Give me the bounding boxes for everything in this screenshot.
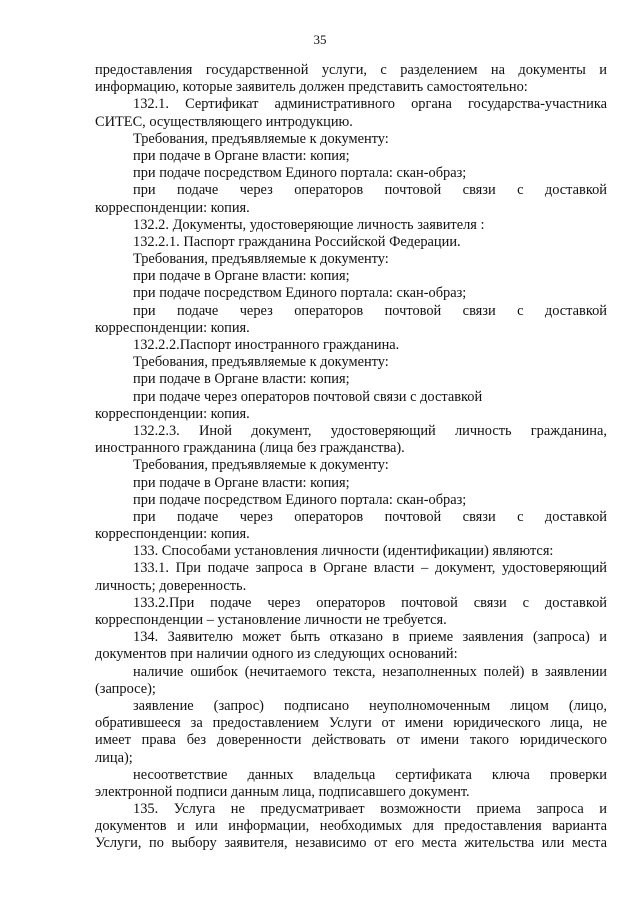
text-line: (запросе);	[95, 680, 156, 697]
text-line: Требования, предъявляемые к документу:	[133, 457, 389, 474]
text-line: предоставления государственной услуги, с разделением на документы и	[95, 62, 607, 78]
text-line: документов и или информации, необходимых для предоставления варианта	[95, 818, 607, 835]
text-line: СИТЕС, осуществляющего интродукцию.	[95, 113, 353, 130]
text-line: при подаче в Органе власти: копия;	[133, 268, 350, 285]
text-line: при подаче в Органе власти: копия;	[133, 474, 350, 491]
text-line: лица);	[95, 749, 133, 766]
text-line: документов при наличии одного из следующих оснований:	[95, 646, 458, 663]
text-line: при подаче через операторов почтовой связи с доставкой	[133, 508, 607, 525]
text-line: 135. Услуга не предусматривает возможности приема запроса и	[133, 801, 607, 818]
text-line: 132.2.1. Паспорт гражданина Российской Федерации.	[133, 233, 461, 250]
text-line: при подаче посредством Единого портала: скан-образ;	[133, 165, 467, 182]
text-line: 132.1. Сертификат административного органа государства-участника	[133, 96, 607, 113]
text-line: обратившееся за предоставлением Услуги от имени юридического лица, не	[95, 715, 607, 732]
text-line: при подаче через операторов почтовой связи с доставкой	[133, 388, 483, 405]
text-line: корреспонденции: копия.	[95, 405, 250, 422]
text-line: при подаче в Органе власти: копия;	[133, 371, 350, 388]
text-line: несоответствие данных владельца сертификата ключа проверки	[133, 766, 607, 783]
text-line: 132.2.3. Иной документ, удостоверяющий личность гражданина,	[133, 422, 607, 439]
text-line: при подаче через операторов почтовой связи с доставкой	[133, 302, 607, 319]
text-line: при подаче через операторов почтовой связи с доставкой	[133, 182, 607, 199]
text-line: 133.1. При подаче запроса в Органе власти – документ, удостоверяющий	[133, 560, 607, 577]
text-line: 134. Заявителю может быть отказано в приеме заявления (запроса) и	[133, 629, 607, 646]
text-line: 132.2.2.Паспорт иностранного гражданина.	[133, 337, 400, 353]
text-line: при подаче посредством Единого портала: скан-образ;	[133, 285, 467, 302]
text-line: Требования, предъявляемые к документу:	[133, 251, 389, 268]
text-line: Услуги, по выбору заявителя, независимо от его места жительства или места	[95, 835, 607, 852]
text-line: электронной подписи данным лица, подписавшего документ.	[95, 783, 470, 800]
text-line: личность; доверенность.	[95, 577, 247, 594]
text-line: иностранного гражданина (лица без гражданства).	[95, 440, 405, 457]
text-line: 133.2.При подаче через операторов почтовой связи с доставкой	[133, 594, 607, 611]
text-line: Требования, предъявляемые к документу:	[133, 130, 389, 147]
text-line: корреспонденции: копия.	[95, 199, 250, 216]
text-line: имеет права без доверенности действовать от имени такого юридического	[95, 732, 607, 749]
text-line: 133. Способами установления личности (идентификации) являются:	[133, 543, 554, 560]
text-line: информацию, которые заявитель должен представить самостоятельно:	[95, 79, 528, 96]
text-line: 132.2. Документы, удостоверяющие личность заявителя :	[133, 216, 485, 233]
text-line: наличие ошибок (нечитаемого текста, незаполненных полей) в заявлении	[133, 663, 607, 680]
document-body	[95, 62, 607, 853]
page-number: 35	[313, 32, 327, 47]
text-line: корреспонденции: копия.	[95, 319, 250, 336]
text-line: заявление (запрос) подписано неуполномоченным лицом (лицо,	[133, 697, 607, 714]
text-line: корреспонденции: копия.	[95, 526, 250, 543]
text-line: корреспонденции – установление личности не требуется.	[95, 612, 447, 628]
text-line: Требования, предъявляемые к документу:	[133, 354, 389, 371]
text-line: при подаче посредством Единого портала: скан-образ;	[133, 491, 467, 508]
text-line: при подаче в Органе власти: копия;	[133, 147, 350, 164]
